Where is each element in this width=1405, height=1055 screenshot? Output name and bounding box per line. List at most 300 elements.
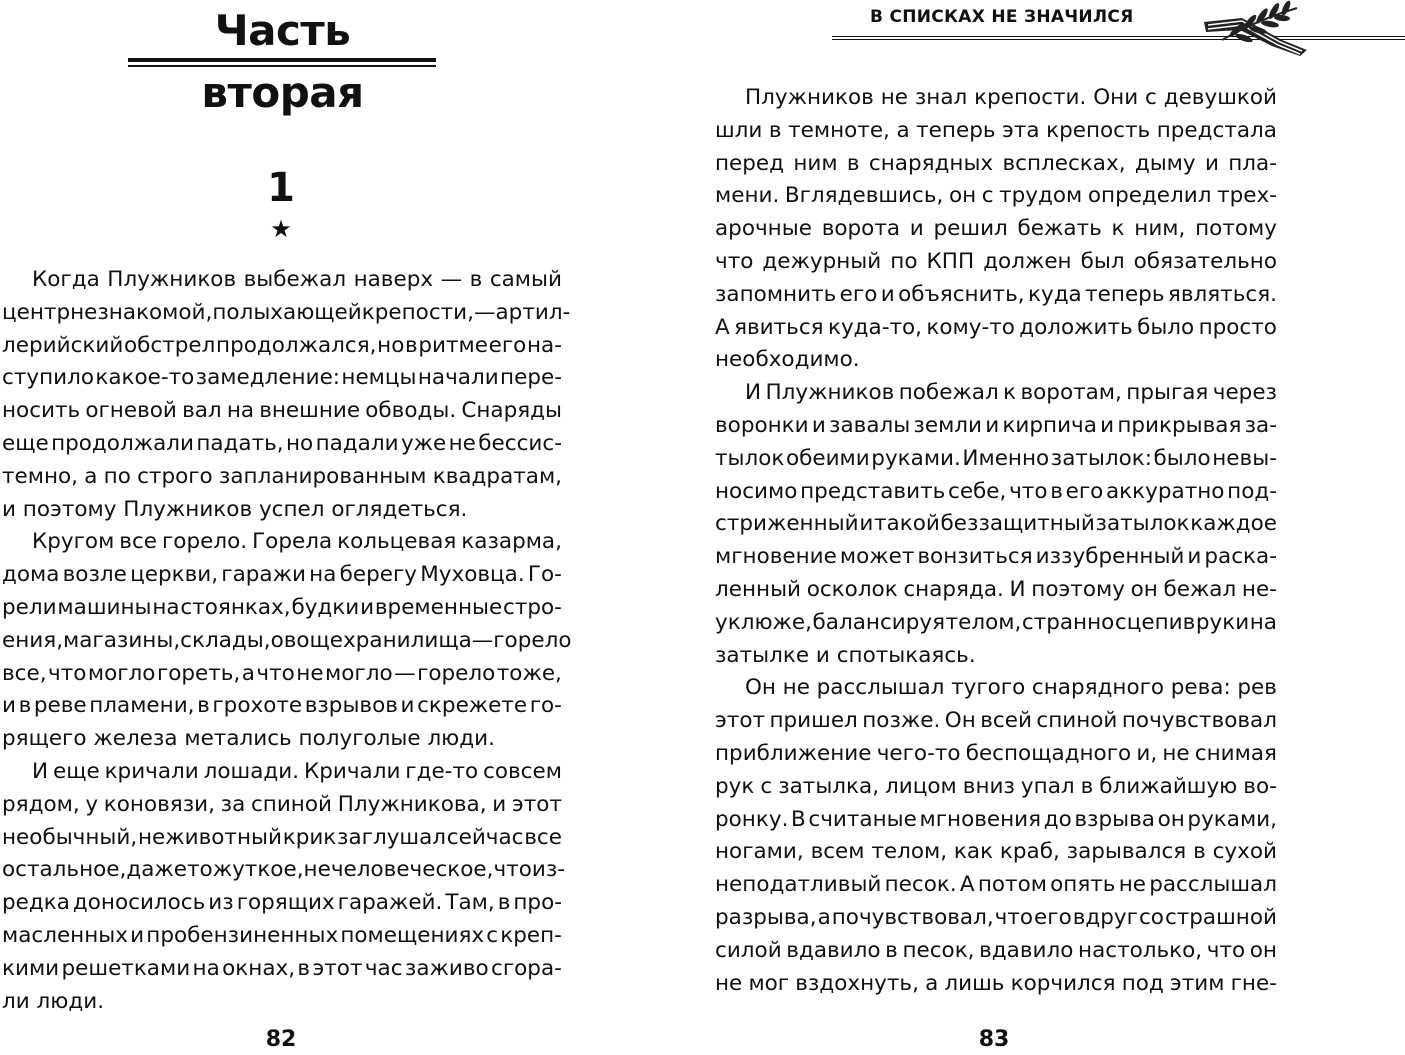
word: телом, — [871, 839, 948, 865]
text-line-words — [2, 297, 571, 330]
word: полыхающей — [212, 299, 362, 325]
word: Плужникова, — [337, 791, 487, 817]
word: в — [497, 890, 511, 916]
word: вдруг — [1072, 904, 1138, 930]
text-line: ли люди. — [2, 988, 105, 1014]
word: с — [1145, 85, 1157, 110]
text-line-words — [745, 672, 1277, 705]
text-line-words — [715, 836, 1277, 869]
word: и — [909, 216, 924, 242]
word: представить — [800, 478, 946, 504]
word: решетками — [61, 955, 191, 981]
word: скрежете — [417, 693, 528, 719]
word: а — [241, 660, 255, 686]
word: в — [405, 332, 418, 358]
word: И — [32, 758, 49, 784]
word: го- — [529, 693, 562, 719]
word: в — [1050, 478, 1063, 504]
word: бежал — [1163, 576, 1237, 602]
word: крепости, — [361, 299, 474, 325]
word: невы- — [1212, 445, 1277, 471]
word: снарядного — [1031, 675, 1165, 701]
word: песок, — [902, 937, 975, 963]
word: на — [1249, 609, 1277, 635]
word: явиться — [734, 314, 824, 340]
word: балансируя — [812, 609, 946, 635]
word: расслышал — [1149, 872, 1277, 898]
word: было — [1137, 314, 1195, 340]
word: пробензиненных — [146, 922, 339, 948]
text-line-words — [2, 330, 562, 363]
word: бессис- — [478, 430, 562, 456]
word: доносилось — [72, 890, 206, 916]
word: из — [208, 890, 234, 916]
word: трех- — [1217, 183, 1277, 209]
word: не — [1162, 740, 1190, 766]
word: кими — [2, 955, 60, 981]
word: запомнить — [715, 281, 837, 307]
word: уклюже, — [715, 609, 812, 635]
word: затылок — [1095, 511, 1190, 537]
word: ним — [793, 150, 838, 176]
word: заживо — [404, 955, 489, 981]
word: какое-то — [95, 365, 195, 391]
text-line — [715, 804, 1277, 837]
word: в — [1080, 773, 1094, 799]
word: знал — [914, 85, 968, 110]
word: в — [297, 955, 311, 981]
text-line-words — [715, 574, 1277, 607]
word: центр — [2, 299, 71, 325]
word: побежал — [898, 380, 999, 406]
word: и — [360, 594, 375, 620]
word: с — [486, 922, 499, 948]
word: по — [890, 248, 918, 274]
word: пришел — [769, 708, 858, 734]
text-line — [715, 869, 1277, 902]
word: настолько, — [1078, 937, 1203, 963]
word: за- — [1244, 412, 1277, 438]
word: в — [18, 693, 32, 719]
word: пере- — [500, 365, 562, 391]
word: беззащитный — [940, 511, 1095, 537]
word: Кричали — [303, 758, 401, 784]
word: КПП — [926, 248, 975, 274]
word: Муховца. — [420, 562, 525, 588]
word: строго — [137, 463, 213, 489]
word: позже. — [862, 708, 941, 734]
word: с — [981, 183, 994, 209]
word: должен — [983, 248, 1072, 274]
word: мгновение — [715, 544, 837, 570]
word: как — [953, 839, 994, 865]
word: на — [226, 398, 255, 424]
title-rule-thin — [128, 65, 436, 67]
word: начали — [417, 365, 499, 391]
word: трудом — [999, 183, 1083, 209]
word: гне- — [1230, 970, 1277, 996]
word: Кругом — [32, 529, 115, 555]
word: прыгая — [1126, 380, 1209, 406]
word: мог — [748, 970, 790, 996]
word: вдавило — [979, 937, 1074, 963]
word: теперь — [916, 117, 996, 143]
word: Плужников — [765, 380, 895, 406]
word: всей — [980, 708, 1032, 734]
word: кричали — [104, 758, 199, 784]
word: Плужников — [107, 267, 237, 292]
text-line — [715, 672, 1277, 705]
word: вздохнуть, — [795, 970, 919, 996]
word: Снаряды — [461, 398, 562, 424]
left-body-text — [2, 264, 572, 1018]
text-line — [715, 935, 1277, 968]
word: не — [782, 675, 810, 701]
word: раска- — [1204, 544, 1277, 570]
word: еще — [52, 758, 100, 784]
word: обстрел — [123, 332, 216, 358]
text-line-words — [715, 279, 1277, 312]
text-line-words — [2, 658, 562, 691]
word: тоже, — [496, 660, 562, 686]
word: сейчас — [446, 824, 524, 850]
word: страшной — [1164, 904, 1277, 930]
text-line-words — [32, 264, 562, 297]
word: у — [85, 791, 99, 817]
word: церкви, — [130, 562, 219, 588]
word: на — [152, 594, 180, 620]
text-line-words — [715, 312, 1277, 345]
word: — — [474, 299, 496, 325]
text-line-words — [715, 410, 1277, 443]
word: на — [192, 955, 220, 981]
word: горело. — [162, 529, 248, 555]
word: он — [948, 183, 977, 209]
word: ногами, — [715, 839, 804, 865]
text-line — [2, 854, 566, 887]
text-line — [715, 148, 1277, 181]
word: было — [1153, 445, 1211, 471]
word: внешние — [259, 398, 361, 424]
word: ступило — [2, 365, 94, 391]
text-line — [715, 443, 1277, 476]
word: мени. — [715, 183, 780, 209]
word: эта — [1002, 117, 1040, 143]
word: завалы — [829, 412, 911, 438]
word: в — [469, 267, 483, 292]
word: и — [985, 412, 1000, 438]
word: еще — [2, 430, 49, 456]
running-head-rule — [832, 36, 1405, 37]
word: даже — [126, 857, 188, 883]
text-line-words — [2, 625, 572, 658]
word: такой — [874, 511, 940, 537]
text-line — [715, 508, 1277, 541]
text-line: необходимо. — [715, 347, 860, 373]
word: магазины, — [63, 627, 181, 653]
word: что — [1206, 937, 1246, 963]
text-line — [2, 953, 562, 986]
word: а — [925, 970, 939, 996]
word: что — [493, 857, 532, 883]
text-line — [715, 246, 1277, 279]
word: сцепив — [1114, 609, 1196, 635]
word: ближайшую — [1099, 773, 1238, 799]
word: временные — [374, 594, 503, 620]
word: что — [994, 904, 1034, 930]
word: расслышал — [816, 675, 945, 701]
title-rule-thick — [128, 58, 436, 62]
word: решил — [933, 216, 1008, 242]
text-line-words — [2, 395, 562, 428]
word: куда — [1027, 281, 1082, 307]
word: не — [880, 85, 908, 110]
text-line — [2, 297, 571, 330]
word: ритме — [418, 332, 488, 358]
word: руками, — [1187, 806, 1277, 832]
word: не — [296, 660, 324, 686]
word: пла- — [1228, 150, 1277, 176]
word: осколок — [806, 576, 898, 602]
word: его — [1034, 904, 1072, 930]
text-line-words — [715, 180, 1277, 213]
word: снимая — [1194, 740, 1277, 766]
word: Они — [1093, 85, 1139, 110]
text-line — [2, 822, 562, 855]
word: редка — [2, 890, 70, 916]
word: что — [256, 660, 295, 686]
word: — — [440, 267, 463, 292]
word: — — [471, 627, 494, 653]
text-line — [2, 264, 562, 297]
text-line — [2, 428, 562, 461]
word: но — [286, 430, 314, 456]
word: и — [130, 922, 145, 948]
word: воронки — [715, 412, 809, 438]
word: неподатливый — [715, 872, 882, 898]
word: темноте, — [788, 117, 890, 143]
word: заглушал — [337, 824, 447, 850]
word: ения, — [2, 627, 64, 653]
word: этот — [715, 708, 766, 734]
word: снарядных — [868, 150, 994, 176]
word: и — [492, 791, 507, 817]
text-line-words — [745, 377, 1277, 410]
word: вниз — [962, 773, 1015, 799]
word: дома — [2, 562, 60, 588]
word: все, — [2, 660, 47, 686]
text-line — [2, 461, 562, 494]
text-line-words — [715, 935, 1277, 968]
text-line — [2, 592, 562, 625]
word: и — [859, 511, 874, 537]
word: что — [715, 248, 754, 274]
text-line-words — [2, 559, 562, 592]
word: к — [1003, 380, 1017, 406]
text-line-words — [2, 953, 562, 986]
word: запланированным — [218, 463, 427, 489]
word: коновязи, — [103, 791, 215, 817]
word: Именно — [962, 445, 1050, 471]
word: совсем — [483, 758, 562, 784]
word: под- — [1227, 478, 1277, 504]
word: и — [1100, 412, 1115, 438]
text-line — [715, 476, 1277, 509]
text-line-words — [2, 854, 566, 887]
text-line — [2, 920, 562, 953]
word: мгновения — [919, 806, 1042, 832]
word: продолжали — [51, 430, 194, 456]
word: окнах, — [222, 955, 296, 981]
word: не — [1118, 872, 1146, 898]
word: краб, — [999, 839, 1060, 865]
word: ним, — [1134, 216, 1186, 242]
word: неживотный — [137, 824, 282, 850]
left-page — [0, 0, 702, 1055]
text-line-words — [715, 738, 1277, 771]
word: шли — [715, 117, 763, 143]
word: нечеловеческое, — [303, 857, 494, 883]
word: необычный, — [2, 824, 138, 850]
text-line — [715, 968, 1277, 1001]
word: его — [488, 332, 527, 358]
word: масленных — [2, 922, 128, 948]
word: Там, — [445, 890, 495, 916]
text-line-words — [715, 705, 1277, 738]
word: разрыва, — [715, 904, 817, 930]
word: по — [103, 463, 131, 489]
word: тугого — [951, 675, 1026, 701]
word: до — [1043, 806, 1072, 832]
text-line — [2, 887, 562, 920]
word: чего-то — [876, 740, 961, 766]
text-line-words — [2, 428, 562, 461]
word: продолжался, — [216, 332, 377, 358]
text-line-words — [32, 526, 562, 559]
word: и — [880, 281, 895, 307]
word: потом — [977, 872, 1047, 898]
word: поэтому — [1031, 576, 1125, 602]
word: рева: — [1170, 675, 1231, 701]
word: рук — [715, 773, 755, 799]
word: просто — [1198, 314, 1277, 340]
word: вал — [182, 398, 222, 424]
word: стриженный — [715, 511, 859, 537]
word: горело — [417, 660, 496, 686]
text-line — [715, 738, 1277, 771]
text-line — [715, 410, 1277, 443]
word: и, — [1136, 740, 1158, 766]
word: куда-то, — [827, 314, 922, 340]
word: этот — [312, 955, 363, 981]
word: на — [309, 562, 337, 588]
text-line — [2, 559, 562, 592]
text-line — [715, 574, 1277, 607]
word: кирпича — [1002, 412, 1097, 438]
text-line — [2, 690, 562, 723]
word: из- — [531, 857, 566, 883]
word: в — [885, 937, 898, 963]
text-line-words — [715, 115, 1277, 148]
word: почувствовал — [1121, 708, 1277, 734]
word: обеими — [785, 445, 870, 471]
word: то — [187, 857, 213, 883]
word: может — [839, 544, 915, 570]
word: руками. — [871, 445, 961, 471]
word: вдавило — [786, 937, 881, 963]
word: что — [1009, 478, 1048, 504]
text-line — [2, 625, 572, 658]
word: опять — [1050, 872, 1116, 898]
word: беспощадного — [965, 740, 1132, 766]
text-line — [715, 312, 1277, 345]
right-page — [702, 0, 1405, 1055]
word: незнакомой, — [70, 299, 213, 325]
text-line-words — [2, 461, 562, 494]
word: дыму — [1134, 150, 1196, 176]
text-line — [715, 771, 1277, 804]
word: кому-то — [926, 314, 1015, 340]
text-line: затылке и спотыкаясь. — [715, 642, 976, 668]
word: пламени, — [89, 693, 195, 719]
word: в — [846, 150, 860, 176]
word: И — [1009, 576, 1026, 602]
word: Вглядевшись, — [784, 183, 944, 209]
text-line-words — [715, 902, 1277, 935]
word: Он — [944, 708, 976, 734]
text-line-words — [715, 541, 1277, 574]
text-line — [2, 658, 562, 691]
word: снаряда. — [903, 576, 1004, 602]
word: замедление: — [195, 365, 341, 391]
word: обязательно — [1133, 248, 1277, 274]
word: крепость — [1046, 117, 1151, 143]
word: предстала — [1156, 117, 1277, 143]
word: а — [896, 117, 910, 143]
word: корчился — [1010, 970, 1116, 996]
word: сухой — [1212, 839, 1277, 865]
word: Он — [745, 675, 776, 701]
word: крепости. — [974, 85, 1087, 110]
word: кольцевая — [337, 529, 457, 555]
word: огневой — [85, 398, 177, 424]
word: теперь — [1085, 281, 1165, 307]
word: каждое — [1190, 511, 1277, 537]
page-number-right: 83 — [978, 1027, 1010, 1052]
word: он — [1130, 576, 1158, 602]
word: жуткое, — [212, 857, 304, 883]
word: упал — [1020, 773, 1075, 799]
word: горящих — [236, 890, 335, 916]
text-line — [715, 279, 1277, 312]
part-title: Часть вторая — [201, 6, 364, 117]
text-line — [2, 330, 562, 363]
word: про- — [513, 890, 562, 916]
word: стро- — [503, 594, 562, 620]
word: реве — [33, 693, 87, 719]
word: немцы — [341, 365, 417, 391]
word: за — [220, 791, 246, 817]
word: носимо — [715, 478, 798, 504]
word: воротам, — [1020, 380, 1122, 406]
text-line — [2, 395, 562, 428]
chapter-star-icon: ★ — [270, 215, 292, 243]
word: выбежал — [243, 267, 347, 292]
page-number-left: 82 — [265, 1027, 297, 1052]
text-line-words — [2, 362, 562, 395]
text-line-words — [715, 771, 1277, 804]
word: через — [1212, 380, 1277, 406]
